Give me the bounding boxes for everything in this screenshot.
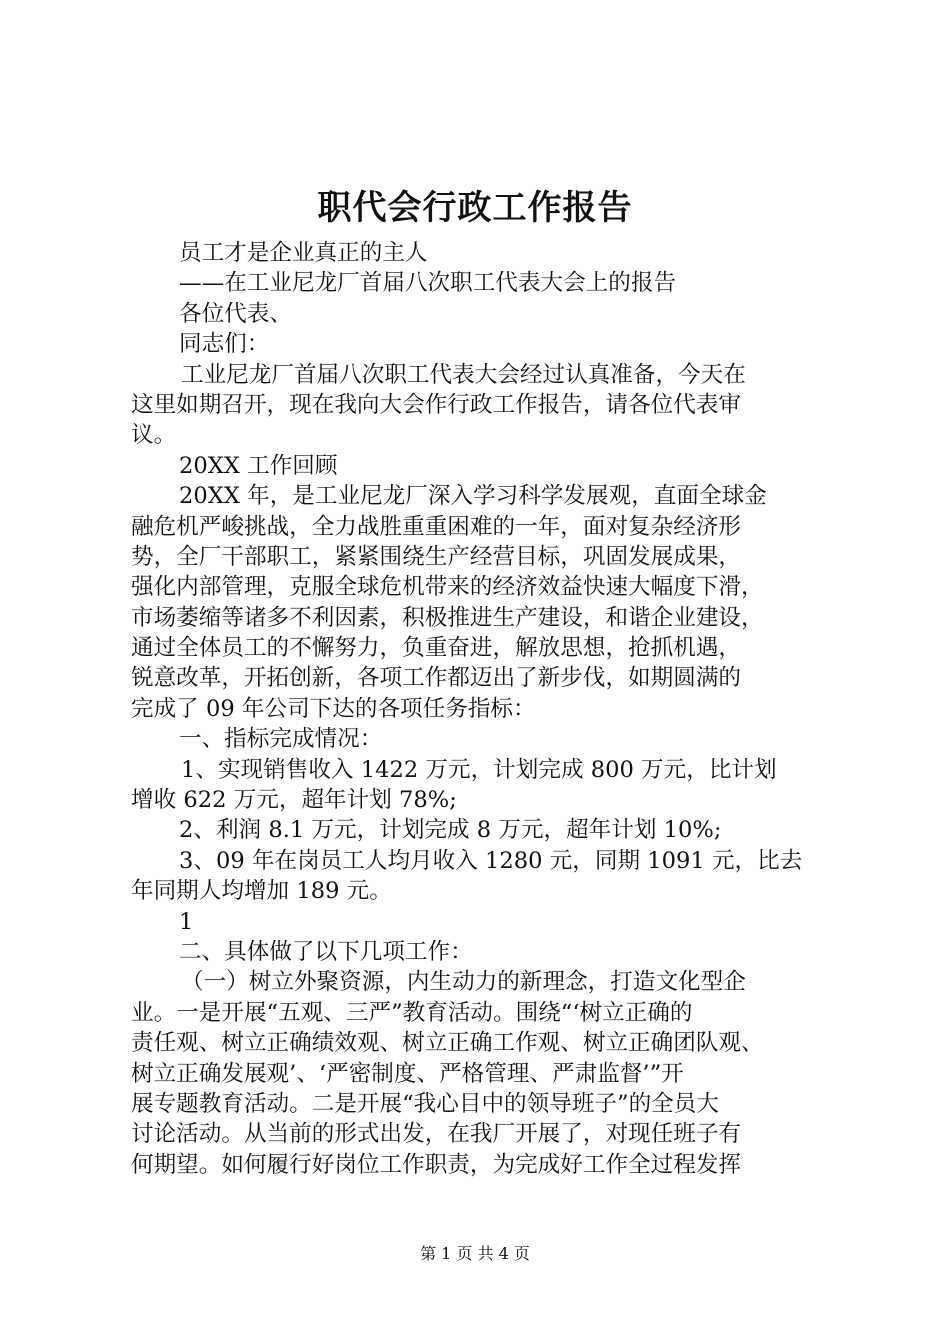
paragraph-line: 市场萎缩等诸多不利因素，积极推进生产建设，和谐企业建设， bbox=[131, 604, 764, 631]
paragraph-line: 完成了 09 年公司下达的各项任务指标： bbox=[131, 695, 536, 722]
page-number-inline: 1 bbox=[179, 908, 194, 935]
document-body bbox=[131, 238, 834, 1180]
paragraph-line: 工业尼龙厂首届八次职工代表大会经过认真准备，今天在 bbox=[181, 361, 746, 388]
paragraph-line: 强化内部管理，克服全球危机带来的经济效益快速大幅度下滑， bbox=[131, 574, 764, 601]
list-item-line: 2、利润 8.1 万元，计划完成 8 万元，超年计划 10%; bbox=[179, 817, 722, 844]
paragraph-line: 势，全厂干部职工，紧紧围绕生产经营目标，巩固发展成果， bbox=[131, 543, 742, 570]
section-heading: 二、具体做了以下几项工作： bbox=[179, 938, 473, 965]
section-heading: 一、指标完成情况： bbox=[179, 726, 383, 753]
paragraph-line: 融危机严峻挑战，全力战胜重重困难的一年，面对复杂经济形 bbox=[131, 513, 742, 540]
paragraph-line: 讨论活动。从当前的形式出发，在我厂开展了，对现任班子有 bbox=[131, 1121, 742, 1148]
salutation-line: 各位代表、 bbox=[179, 300, 292, 327]
paragraph-line: 20XX 年，是工业尼龙厂深入学习科学发展观，直面全球金 bbox=[179, 483, 767, 510]
list-item-line: 增收 622 万元，超年计划 78%; bbox=[131, 787, 457, 814]
salutation-line: 同志们： bbox=[179, 331, 270, 358]
document-title: 职代会行政工作报告 bbox=[317, 188, 633, 228]
paragraph-line: 业。一是开展“五观、三严”教育活动。围绕“‘树立正确的 bbox=[131, 999, 693, 1026]
list-item-line: 1、实现销售收入 1422 万元，计划完成 800 万元，比计划 bbox=[181, 756, 777, 783]
list-item-line: 年同期人均增加 189 元。 bbox=[131, 878, 392, 905]
paragraph-line: 何期望。如何履行好岗位工作职责，为完成好工作全过程发挥 bbox=[131, 1151, 742, 1178]
paragraph-line: 通过全体员工的不懈努力，负重奋进，解放思想，抢抓机遇， bbox=[131, 635, 742, 662]
list-item-line: 3、09 年在岗员工人均月收入 1280 元，同期 1091 元，比去 bbox=[179, 847, 803, 874]
paragraph-line: 这里如期召开，现在我向大会作行政工作报告，请各位代表审 bbox=[131, 391, 742, 418]
subtitle-line: 员工才是企业真正的主人 bbox=[179, 240, 428, 266]
paragraph-line: 责任观、树立正确绩效观、树立正确工作观、树立正确团队观、 bbox=[131, 1030, 764, 1057]
paragraph-line: 锐意改革，开拓创新，各项工作都迈出了新步伐，如期圆满的 bbox=[131, 665, 742, 692]
section-heading: 20XX 工作回顾 bbox=[179, 452, 338, 479]
paragraph-line: 展专题教育活动。二是开展“我心目中的领导班子”的全员大 bbox=[131, 1090, 719, 1117]
paragraph-line: 议。 bbox=[131, 422, 177, 449]
subtitle-line: ——在工业尼龙厂首届八次职工代表大会上的报告 bbox=[179, 270, 677, 297]
page-footer: 第 1 页 共 4 页 bbox=[420, 1244, 530, 1263]
paragraph-line: （一）树立外聚资源，内生动力的新理念，打造文化型企 bbox=[181, 969, 746, 996]
paragraph-line: 树立正确发展观’、‘严密制度、严格管理、严肃监督’”开 bbox=[131, 1060, 684, 1087]
